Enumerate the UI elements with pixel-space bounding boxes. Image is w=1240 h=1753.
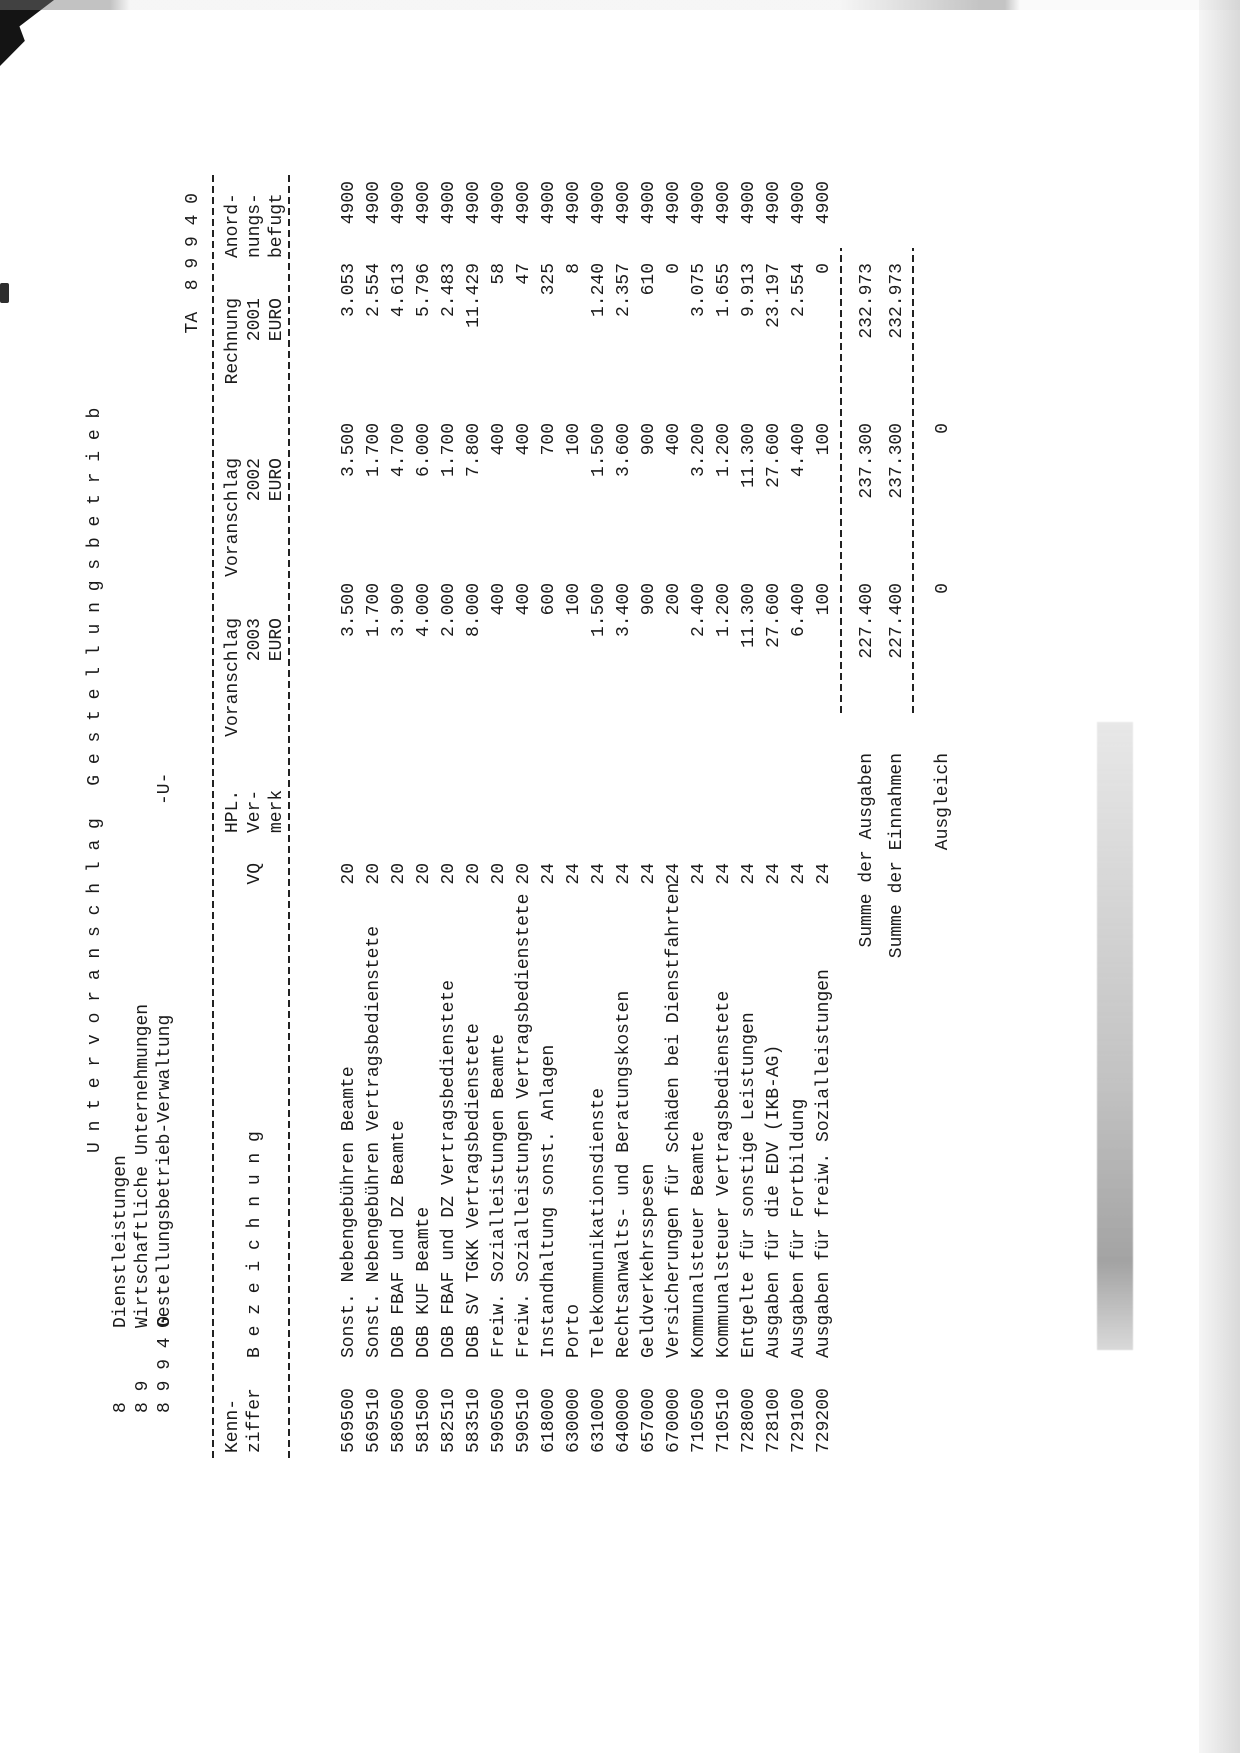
cell-rechnung-2001: 11.429	[464, 263, 484, 328]
cell-anordnungsbefugt: 4900	[689, 181, 709, 225]
cell-voranschlag-2002: 4.400	[789, 423, 809, 478]
cell-bezeichnung: Telekommunikationsdienste	[589, 1087, 609, 1358]
cell-rechnung-2001: 47	[514, 263, 534, 285]
cell-rechnung-2001: 2.357	[614, 263, 634, 318]
table-row	[813, 181, 838, 1453]
cell-anordnungsbefugt: 4900	[414, 181, 434, 225]
cell-bezeichnung: Versicherungen für Schäden bei Dienstfahrten	[664, 882, 684, 1358]
cell-hpl-vermerk	[613, 753, 638, 863]
cell-bezeichnung: DGB KUF Beamte	[414, 1206, 434, 1358]
cell-voranschlag-2003: 100	[564, 583, 584, 616]
summary-voranschlag-2003: 227.400	[887, 583, 907, 659]
group-code-3: 8 9 9 4 0	[155, 1315, 175, 1413]
cell-bezeichnung: DGB SV TGKK Vertragsbedienstete	[464, 1023, 484, 1358]
cell-rechnung-2001: 8	[564, 263, 584, 274]
table-row	[688, 181, 713, 1453]
cell-hpl-vermerk	[688, 753, 713, 863]
header-voranschlag-2003-2: 2003	[245, 618, 265, 662]
summary-label: Summe der Ausgaben	[857, 753, 877, 948]
header-kennziffer-2: ziffer	[245, 1388, 265, 1453]
cell-voranschlag-2002: 4.700	[389, 423, 409, 478]
cell-rechnung-2001: 3.053	[339, 263, 359, 318]
cell-bezeichnung: Instandhaltung sonst. Anlagen	[539, 1044, 559, 1358]
table-row	[463, 181, 488, 1453]
cell-kennziffer: 710500	[689, 1388, 709, 1453]
cell-anordnungsbefugt: 4900	[539, 181, 559, 225]
cell-hpl-vermerk	[763, 753, 788, 863]
cell-kennziffer: 581500	[414, 1388, 434, 1453]
cell-vq: 24	[589, 863, 609, 885]
cell-voranschlag-2003: 1.700	[364, 583, 384, 638]
cell-rechnung-2001: 5.796	[414, 263, 434, 318]
header-vq: VQ	[245, 863, 265, 885]
cell-voranschlag-2002: 400	[514, 423, 534, 456]
cell-hpl-vermerk	[563, 753, 588, 863]
table-row	[638, 181, 663, 1453]
cell-voranschlag-2002: 6.000	[414, 423, 434, 478]
cell-kennziffer: 670000	[664, 1388, 684, 1453]
section-marker: -U-	[155, 772, 175, 805]
cell-hpl-vermerk	[588, 753, 613, 863]
table-row	[438, 181, 463, 1453]
cell-kennziffer: 618000	[539, 1388, 559, 1453]
cell-voranschlag-2002: 3.600	[614, 423, 634, 478]
cell-voranschlag-2002: 3.500	[339, 423, 359, 478]
cell-voranschlag-2003: 6.400	[789, 583, 809, 638]
cell-bezeichnung: Entgelte für sonstige Leistungen	[739, 1012, 759, 1358]
header-rechnung-2001-3: EURO	[267, 298, 287, 342]
divider-header	[288, 173, 290, 1458]
cell-anordnungsbefugt: 4900	[739, 181, 759, 225]
page-title: U n t e r v o r a n s c h l a g G e s t e l l u n g s b e t r i e b	[85, 407, 105, 1153]
cell-hpl-vermerk	[813, 753, 838, 863]
header-kennziffer-1: Kenn-	[223, 1398, 243, 1453]
cell-bezeichnung: Porto	[564, 1303, 584, 1358]
cell-rechnung-2001: 23.197	[764, 263, 784, 328]
cell-bezeichnung: Kommunalsteuer Beamte	[689, 1131, 709, 1358]
cell-anordnungsbefugt: 4900	[364, 181, 384, 225]
divider-top	[212, 173, 214, 1458]
table-rows	[338, 181, 838, 1453]
cell-hpl-vermerk	[413, 753, 438, 863]
cell-voranschlag-2003: 900	[639, 583, 659, 616]
header-rechnung-2001-1: Rechnung	[223, 298, 243, 385]
divider-totals-bottom	[912, 248, 914, 713]
cell-voranschlag-2003: 8.000	[464, 583, 484, 638]
cell-rechnung-2001: 325	[539, 263, 559, 296]
table-row	[788, 181, 813, 1453]
cell-vq: 20	[489, 863, 509, 885]
cell-voranschlag-2002: 700	[539, 423, 559, 456]
cell-anordnungsbefugt: 4900	[439, 181, 459, 225]
cell-rechnung-2001: 2.554	[364, 263, 384, 318]
cell-kennziffer: 710510	[714, 1388, 734, 1453]
cell-anordnungsbefugt: 4900	[789, 181, 809, 225]
table-row	[563, 181, 588, 1453]
cell-rechnung-2001: 2.483	[439, 263, 459, 318]
table-row	[713, 181, 738, 1453]
cell-hpl-vermerk	[538, 753, 563, 863]
cell-kennziffer: 590510	[514, 1388, 534, 1453]
cell-hpl-vermerk	[788, 753, 813, 863]
cell-bezeichnung: Kommunalsteuer Vertragsbedienstete	[714, 990, 734, 1358]
cell-kennziffer: 580500	[389, 1388, 409, 1453]
summary-voranschlag-2002: 237.300	[857, 423, 877, 499]
cell-rechnung-2001: 4.613	[389, 263, 409, 318]
header-voranschlag-2002-2: 2002	[245, 458, 265, 502]
cell-bezeichnung: Ausgaben für freiw. Sozialleistungen	[814, 969, 834, 1358]
cell-rechnung-2001: 2.554	[789, 263, 809, 318]
table-row	[388, 181, 413, 1453]
group-code-1: 8	[111, 1402, 131, 1413]
table-row	[763, 181, 788, 1453]
cell-vq: 24	[814, 863, 834, 885]
cell-rechnung-2001: 1.240	[589, 263, 609, 318]
cell-vq: 24	[689, 863, 709, 885]
cell-voranschlag-2002: 1.200	[714, 423, 734, 478]
group-label-1: Dienstleistungen	[111, 1155, 131, 1328]
cell-anordnungsbefugt: 4900	[589, 181, 609, 225]
cell-hpl-vermerk	[738, 753, 763, 863]
cell-voranschlag-2002: 900	[639, 423, 659, 456]
cell-voranschlag-2002: 400	[489, 423, 509, 456]
cell-anordnungsbefugt: 4900	[639, 181, 659, 225]
cell-kennziffer: 729100	[789, 1388, 809, 1453]
cell-kennziffer: 728000	[739, 1388, 759, 1453]
cell-hpl-vermerk	[488, 753, 513, 863]
cell-rechnung-2001: 610	[639, 263, 659, 296]
cell-voranschlag-2003: 2.400	[689, 583, 709, 638]
cell-vq: 24	[539, 863, 559, 885]
cell-kennziffer: 631000	[589, 1388, 609, 1453]
cell-vq: 20	[439, 863, 459, 885]
cell-vq: 20	[414, 863, 434, 885]
cell-hpl-vermerk	[663, 753, 688, 863]
table-row	[663, 181, 688, 1453]
cell-kennziffer: 630000	[564, 1388, 584, 1453]
cell-hpl-vermerk	[513, 753, 538, 863]
header-hpl-2: Ver-	[245, 789, 265, 833]
table-row	[513, 181, 538, 1453]
cell-anordnungsbefugt: 4900	[514, 181, 534, 225]
header-voranschlag-2002-1: Voranschlag	[223, 458, 243, 577]
cell-voranschlag-2002: 400	[664, 423, 684, 456]
cell-hpl-vermerk	[463, 753, 488, 863]
cell-anordnungsbefugt: 4900	[389, 181, 409, 225]
cell-rechnung-2001: 0	[814, 263, 834, 274]
cell-anordnungsbefugt: 4900	[564, 181, 584, 225]
table-row	[488, 181, 513, 1453]
summary-rechnung-2001: 232.973	[887, 263, 907, 339]
cell-bezeichnung: Rechtsanwalts- und Beratungskosten	[614, 990, 634, 1358]
cell-voranschlag-2003: 3.500	[339, 583, 359, 638]
cell-kennziffer: 582510	[439, 1388, 459, 1453]
group-code-2: 8 9	[133, 1380, 153, 1413]
summary-voranschlag-2003: 227.400	[857, 583, 877, 659]
cell-vq: 24	[764, 863, 784, 885]
header-hpl-3: merk	[267, 789, 287, 833]
balance-voranschlag-2003: 0	[933, 583, 953, 594]
cell-voranschlag-2003: 400	[489, 583, 509, 616]
cell-voranschlag-2003: 11.300	[739, 583, 759, 648]
cell-voranschlag-2003: 3.400	[614, 583, 634, 638]
cell-voranschlag-2002: 27.600	[764, 423, 784, 488]
cell-kennziffer: 728100	[764, 1388, 784, 1453]
cell-rechnung-2001: 1.655	[714, 263, 734, 318]
cell-hpl-vermerk	[638, 753, 663, 863]
cell-bezeichnung: DGB FBAF und DZ Vertragsbedienstete	[439, 979, 459, 1358]
cell-voranschlag-2003: 4.000	[414, 583, 434, 638]
balance-voranschlag-2002: 0	[933, 423, 953, 434]
cell-voranschlag-2002: 7.800	[464, 423, 484, 478]
cell-anordnungsbefugt: 4900	[664, 181, 684, 225]
cell-voranschlag-2003: 1.200	[714, 583, 734, 638]
table-row	[538, 181, 563, 1453]
cell-vq: 24	[614, 863, 634, 885]
cell-voranschlag-2002: 11.300	[739, 423, 759, 488]
cell-bezeichnung: Sonst. Nebengebühren Beamte	[339, 1066, 359, 1358]
cell-hpl-vermerk	[713, 753, 738, 863]
header-anordnungsbefugt-1: Anord-	[223, 193, 243, 258]
header-bezeichnung: B e z e i c h n u n g	[245, 1131, 265, 1358]
cell-bezeichnung: Sonst. Nebengebühren Vertragsbedienstete	[364, 925, 384, 1358]
cell-hpl-vermerk	[363, 753, 388, 863]
cell-bezeichnung: Ausgaben für Fortbildung	[789, 1098, 809, 1358]
cell-voranschlag-2002: 3.200	[689, 423, 709, 478]
cell-voranschlag-2003: 27.600	[764, 583, 784, 648]
table-row	[363, 181, 388, 1453]
cell-anordnungsbefugt: 4900	[464, 181, 484, 225]
header-voranschlag-2003-3: EURO	[267, 618, 287, 662]
cell-voranschlag-2003: 2.000	[439, 583, 459, 638]
summary-voranschlag-2002: 237.300	[887, 423, 907, 499]
cell-anordnungsbefugt: 4900	[489, 181, 509, 225]
cell-voranschlag-2003: 400	[514, 583, 534, 616]
cell-kennziffer: 590500	[489, 1388, 509, 1453]
cell-anordnungsbefugt: 4900	[764, 181, 784, 225]
cell-vq: 20	[464, 863, 484, 885]
header-anordnungsbefugt-2: nungs-	[245, 193, 265, 258]
cell-voranschlag-2003: 3.900	[389, 583, 409, 638]
group-label-3: Gestellungsbetrieb-Verwaltung	[155, 1014, 175, 1328]
cell-voranschlag-2002: 100	[564, 423, 584, 456]
group-label-2: Wirtschaftliche Unternehmungen	[133, 1003, 153, 1328]
cell-voranschlag-2002: 100	[814, 423, 834, 456]
cell-voranschlag-2003: 100	[814, 583, 834, 616]
cell-kennziffer: 657000	[639, 1388, 659, 1453]
cell-rechnung-2001: 9.913	[739, 263, 759, 318]
cell-voranschlag-2002: 1.700	[364, 423, 384, 478]
cell-rechnung-2001: 3.075	[689, 263, 709, 318]
cell-anordnungsbefugt: 4900	[339, 181, 359, 225]
cell-vq: 24	[639, 863, 659, 885]
summary-row	[856, 263, 886, 1453]
balance-label: Ausgleich	[933, 753, 953, 851]
summary-rows	[856, 263, 916, 1453]
cell-vq: 24	[739, 863, 759, 885]
cell-bezeichnung: Ausgaben für die EDV (IKB-AG)	[764, 1044, 784, 1358]
cell-vq: 24	[714, 863, 734, 885]
cell-vq: 24	[564, 863, 584, 885]
cell-vq: 24	[789, 863, 809, 885]
header-anordnungsbefugt-3: befugt	[267, 193, 287, 258]
cell-rechnung-2001: 0	[664, 263, 684, 274]
header-rechnung-2001-2: 2001	[245, 298, 265, 342]
cell-bezeichnung: Freiw. Sozialleistungen Beamte	[489, 1033, 509, 1358]
cell-kennziffer: 569510	[364, 1388, 384, 1453]
cell-anordnungsbefugt: 4900	[714, 181, 734, 225]
balance-rechnung-2001	[932, 263, 954, 423]
header-hpl-1: HPL.	[223, 789, 243, 833]
table-row	[588, 181, 613, 1453]
table-row	[338, 181, 363, 1453]
cell-vq: 20	[514, 863, 534, 885]
cell-vq: 20	[389, 863, 409, 885]
cell-voranschlag-2003: 200	[664, 583, 684, 616]
cell-kennziffer: 729200	[814, 1388, 834, 1453]
table-row	[738, 181, 763, 1453]
cell-vq: 24	[664, 863, 684, 885]
cell-hpl-vermerk	[438, 753, 463, 863]
table-row	[613, 181, 638, 1453]
cell-bezeichnung: DGB FBAF und DZ Beamte	[389, 1120, 409, 1358]
header-voranschlag-2003-1: Voranschlag	[223, 618, 243, 737]
cell-bezeichnung: Freiw. Sozialleistungen Vertragsbedienstete	[514, 893, 534, 1358]
cell-anordnungsbefugt: 4900	[814, 181, 834, 225]
summary-rechnung-2001: 232.973	[857, 263, 877, 339]
cell-hpl-vermerk	[388, 753, 413, 863]
cell-voranschlag-2003: 600	[539, 583, 559, 616]
cell-vq: 20	[364, 863, 384, 885]
cell-voranschlag-2002: 1.700	[439, 423, 459, 478]
header-voranschlag-2002-3: EURO	[267, 458, 287, 502]
table-row	[413, 181, 438, 1453]
cell-kennziffer: 583510	[464, 1388, 484, 1453]
cell-anordnungsbefugt: 4900	[614, 181, 634, 225]
cell-kennziffer: 569500	[339, 1388, 359, 1453]
cell-kennziffer: 640000	[614, 1388, 634, 1453]
cell-voranschlag-2003: 1.500	[589, 583, 609, 638]
divider-totals-top	[840, 248, 842, 713]
balance-row	[932, 263, 954, 1453]
cell-rechnung-2001: 58	[489, 263, 509, 285]
summary-label: Summe der Einnahmen	[887, 753, 907, 959]
ta-number: TA 8 9 9 4 0	[183, 193, 203, 334]
cell-voranschlag-2002: 1.500	[589, 423, 609, 478]
cell-vq: 20	[339, 863, 359, 885]
cell-bezeichnung: Geldverkehrsspesen	[639, 1163, 659, 1358]
cell-hpl-vermerk	[338, 753, 363, 863]
